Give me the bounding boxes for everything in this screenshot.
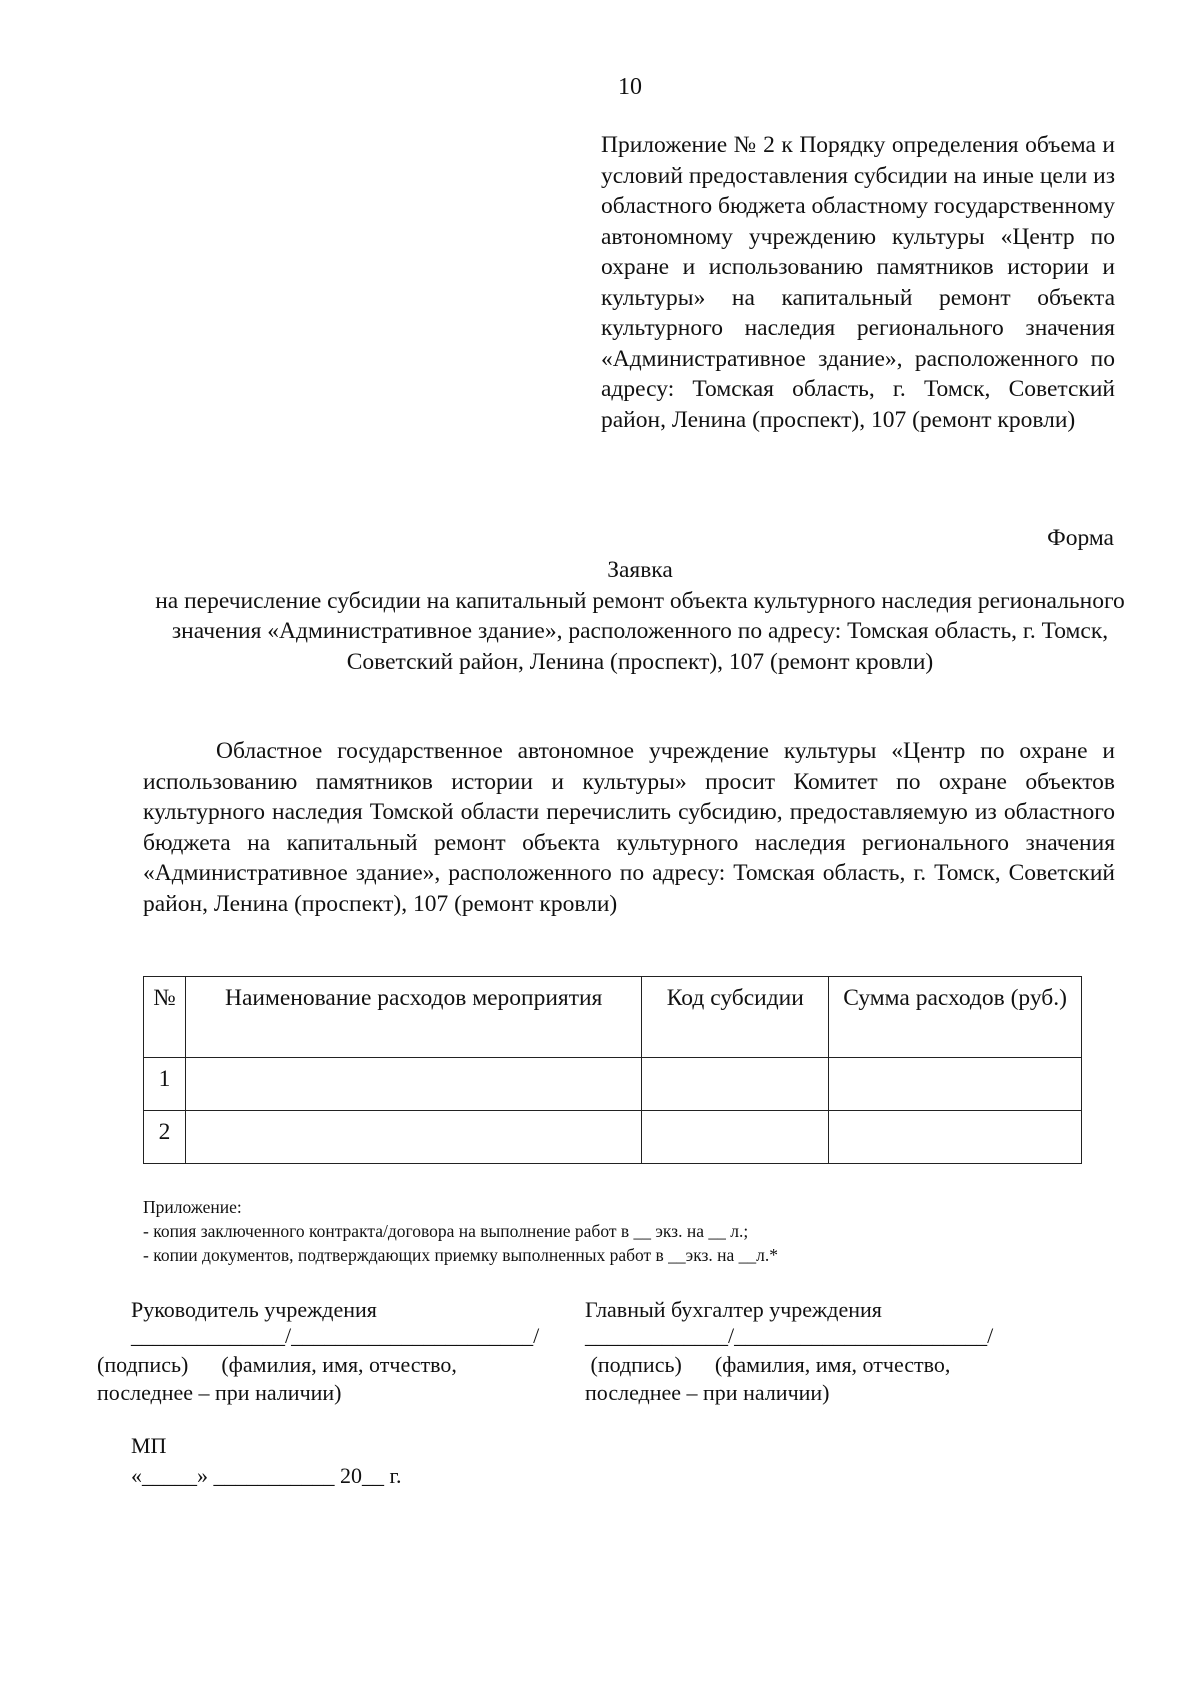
request-subtitle: на перечисление субсидии на капитальный ремонт объекта культурного наследия регионального значения «Административное здание», расположенного по адресу: Томская область, г. Томск, Советский район, Ленина (проспект), 107 (ремонт кровли)	[155, 587, 1125, 675]
attachments-heading: Приложение:	[143, 1197, 242, 1217]
accountant-caption-line-2: последнее – при наличии)	[585, 1380, 830, 1405]
page-number: 10	[618, 74, 642, 100]
table-header-row	[144, 977, 1082, 1058]
row-subsidy-code[interactable]	[642, 1111, 829, 1164]
header-expense-sum: Сумма расходов (руб.)	[829, 977, 1082, 1058]
head-signature-caption	[97, 1351, 457, 1407]
row-subsidy-code[interactable]	[642, 1058, 829, 1111]
header-number: №	[144, 977, 186, 1058]
expenses-table	[143, 976, 1082, 1164]
appendix-reference: Приложение № 2 к Порядку определения объема и условий предоставления субсидии на иные цели из областного бюджета областному государственному автономному учреждению культуры «Центр по охране и использованию памятников истории и культуры» на капитальный ремонт объекта культурного наследия регионального значения «Административное здание», расположенного по адресу: Томская область, г. Томск, Советский район, Ленина (проспект), 107 (ремонт кровли)	[601, 132, 1115, 433]
head-signature-title: Руководитель учреждения	[131, 1297, 377, 1322]
accountant-signature-line[interactable]: _____________/_______________________/	[585, 1323, 994, 1348]
row-number: 1	[144, 1058, 186, 1111]
request-body-paragraph: Областное государственное автономное учреждение культуры «Центр по охране и использованию памятников истории и культуры» просит Комитет по охране объектов культурного наследия Томской области перечислить субсидию, предоставляемую из областного бюджета на капитальный ремонт объекта культурного наследия регионального значения «Административное здание», расположенного по адресу: Томская область, г. Томск, Советский район, Ленина (проспект), 107 (ремонт кровли)	[143, 738, 1115, 917]
row-number: 2	[144, 1111, 186, 1164]
attachments-note	[143, 1195, 778, 1267]
attachment-item: - копии документов, подтверждающих приемку выполненных работ в __экз. на __л.*	[143, 1245, 778, 1265]
accountant-caption-line-1: (подпись) (фамилия, имя, отчество,	[585, 1352, 951, 1377]
header-expense-name: Наименование расходов мероприятия	[185, 977, 641, 1058]
request-title: Заявка	[607, 557, 673, 583]
stamp-label: МП	[131, 1433, 167, 1458]
attachment-item: - копия заключенного контракта/договора на выполнение работ в __ экз. на __ л.;	[143, 1221, 749, 1241]
head-caption-line-1: (подпись) (фамилия, имя, отчество,	[97, 1352, 457, 1377]
row-expense-sum[interactable]	[829, 1111, 1082, 1164]
row-expense-name[interactable]	[185, 1058, 641, 1111]
row-expense-name[interactable]	[185, 1111, 641, 1164]
row-expense-sum[interactable]	[829, 1058, 1082, 1111]
form-label: Форма	[1047, 525, 1114, 551]
table-row	[144, 1111, 1082, 1164]
head-signature-line[interactable]: ______________/______________________/	[131, 1323, 540, 1348]
table-row	[144, 1058, 1082, 1111]
header-subsidy-code: Код субсидии	[642, 977, 829, 1058]
accountant-signature-title: Главный бухгалтер учреждения	[585, 1297, 882, 1322]
request-title-block	[140, 555, 1140, 677]
head-caption-line-2: последнее – при наличии)	[97, 1380, 342, 1405]
date-line[interactable]: «_____» ___________ 20__ г.	[131, 1463, 402, 1488]
accountant-signature-caption	[585, 1351, 950, 1407]
